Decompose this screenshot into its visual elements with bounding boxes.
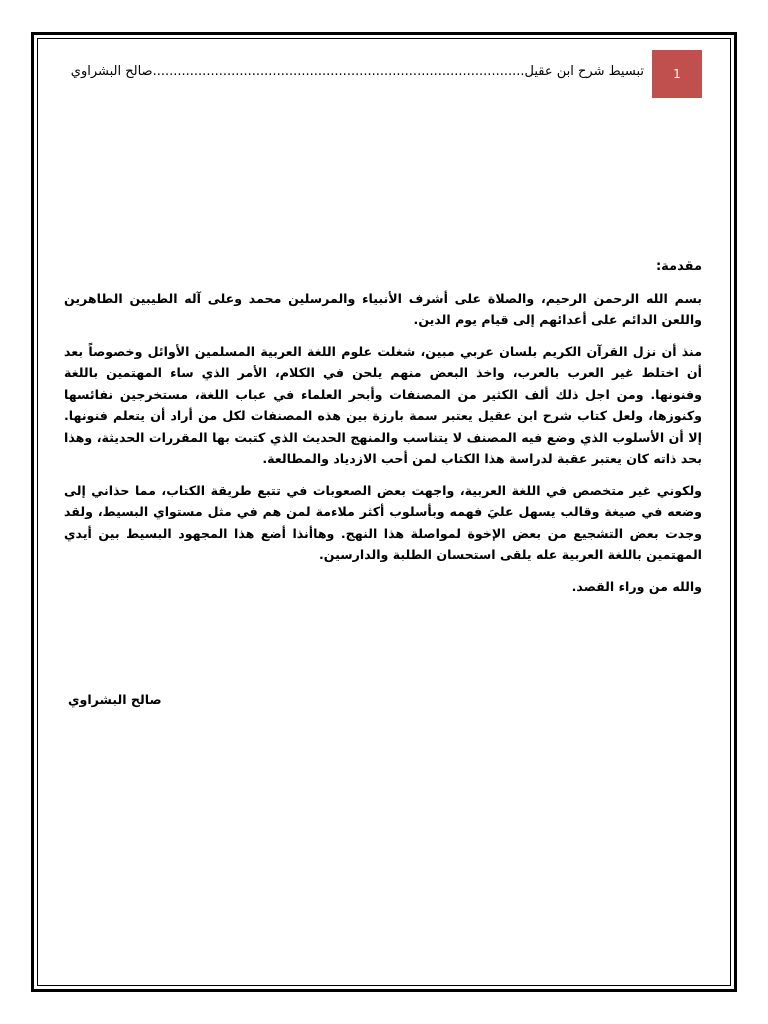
header-book-title: تبسيط شرح ابن عقيل [524,64,644,79]
paragraph-motivation: ولكوني غير متخصص في اللغة العربية، واجهت بعض الصعوبات في تتبع طريقة الكتاب، مما حذاني إلى وضعه في صيغة وقالب يسهل عليَ فهمه وبأسلوب أكثر ملاءمة لمن هم في مثل مستواي البسيط، ولقد وجدت بعض التشجيع من بعض الإخوة لمواصلة هذا النهج. وهاأنذا أضع هذا المجهود البسيط بين أيدي المهتمين باللغة العربية عله يلقى استحسان الطلبة والدارسين. [64,482,702,562]
paragraph-opening: بسم الله الرحمن الرحيم، والصلاة على أشرف الأنبياء والمرسلين محمد وعلى آله الطيبين الطاهرين واللعن الدائم على أعدائهم إلى قيام يوم الدين. [64,290,702,327]
document-body [64,256,702,597]
page-number-badge: 1 [652,50,702,98]
header-title-line [71,64,644,79]
paragraph-history: منذ أن نزل القرآن الكريم بلسان عربي مبين، شغلت علوم اللغة العربية المسلمين الأوائل وخصوصاً بعد أن اختلط غير العرب بالعرب، واخذ البعض منهم يلحن في الكلام، الأمر الذي ساء المهتمين باللغة وفنونها. ومن اجل ذلك ألف الكثير من المصنفات وأبحر العلماء في عباب اللغة، مستخرجين نفائسها وكنوزها، ولعل كتاب شرح ابن عقيل يعتبر سمة بارزة بين هذه المصنفات لكل من أراد أن يتعلم فنونها. إلا أن الأسلوب الذي وضع فيه المصنف لا يتناسب والمنهج الحديث الذي كتبت بها المقررات الحديثة، وهذا بحد ذاته كان يعتبر عقبة لدراسة هذا الكتاب لمن أحب الازدياد والمطالعة. [64,343,702,466]
closing-line: والله من وراء القصد. [571,578,702,594]
header-author: صالح البشراوي [70,64,153,79]
section-heading: مقدمة: [655,259,702,274]
header-leader-dots: .......................................................................................... [152,64,525,79]
page-header [60,50,702,98]
author-signature: صالح البشراوي [68,692,162,707]
